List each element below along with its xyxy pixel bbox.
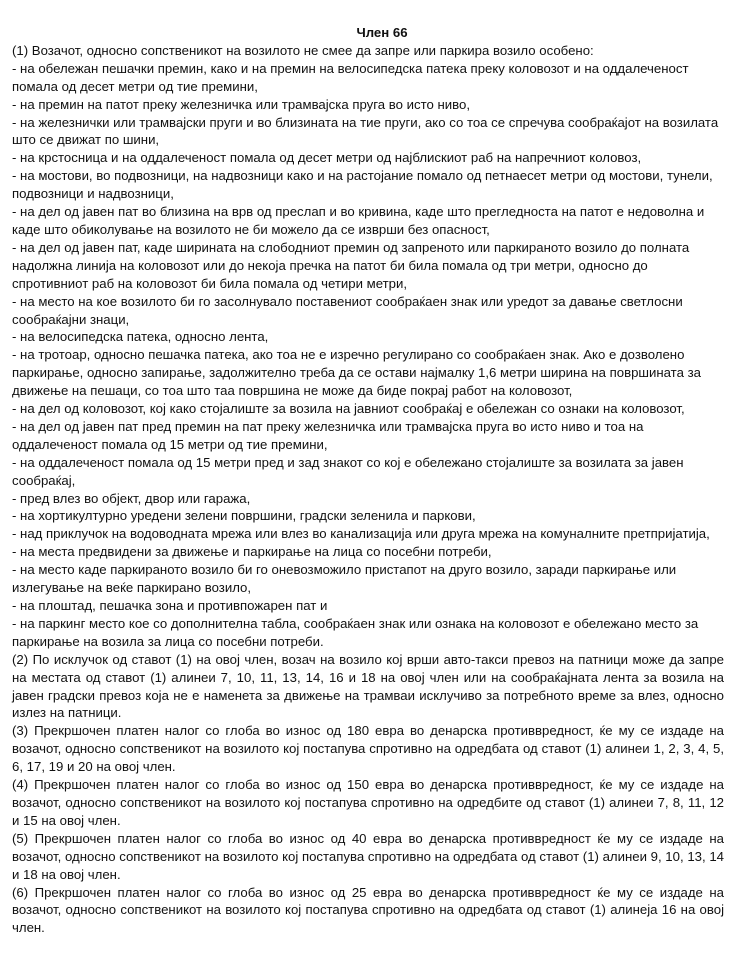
paragraph-4: (4) Прекршочен платен налог со глоба во износ од 150 евра во денарска противвредност, ќе му се издаде на возачот, односно сопственикот на возилото кој постапува спротивно на одредбите од ставот (1) алинеи 7, 8, 11, 12 и 15 на овој член. <box>12 777 724 828</box>
paragraph-1-intro: (1) Возачот, односно сопственикот на возилото не смее да запре или паркира возило особено: <box>12 42 594 58</box>
list-item: - на паркинг место кое со дополнителна табла, сообраќаен знак или ознака на коловозот е обележано место за паркирање на возила за лица со посебни потреби. <box>12 615 699 649</box>
list-item: - на дел од јавен пат, каде ширината на слободниот премин од запреното или паркираното возило до полната надолжна линија на коловозот или до некоја пречка на патот би била помала од три метри, односно до спротивниот раб на коловозот би била помала од четири метри, <box>12 239 690 291</box>
list-item: - на оддалеченост помала од 15 метри пред и зад знакот со кој е обележано стојалиште за возилата за јавен сообраќај, <box>12 454 684 488</box>
paragraph-2: (2) По исклучок од ставот (1) на овој член, возач на возило кој врши авто-такси превоз на патници може да запре на местата од ставот (1) алинеи 7, 10, 11, 13, 14, 16 и 18 на овој член или на сообраќајната лента за возила на јавен градски превоз која не е наменета за движење на трамваи исклучиво за потребното време за влез, односно излез на патници. <box>12 651 724 721</box>
list-item: - над приклучок на водоводната мрежа или влез во канализација или друга мрежа на комуналните претпријатија, <box>12 526 710 542</box>
paragraph-5: (5) Прекршочен платен налог со глоба во износ од 40 евра во денарска противвредност ќе му се издаде на возачот, односно сопственикот на возилото кој постапува спротивно на одредбата од ставот (1) алинеи 9, 10, 13, 14 и 18 на овој член. <box>12 830 724 882</box>
list-item: - на крстосница и на оддалеченост помала од десет метри од најблискиот раб на напречниот коловоз, <box>12 150 642 166</box>
list-item: - на места предвидени за движење и паркирање на лица со посебни потреби, <box>12 544 492 560</box>
article-title: Член 66 <box>356 25 408 40</box>
list-item: - на дел од јавен пат пред премин на пат преку железничка или трамвајска пруга во исто ниво и тоа на оддалеченост помала од 15 метри од тие премини, <box>12 418 644 452</box>
list-item: - на премин на патот преку железничка или трамвајска пруга во исто ниво, <box>12 96 470 112</box>
list-item: - на хортикултурно уредени зелени површини, градски зеленила и паркови, <box>12 508 476 524</box>
paragraph-6: (6) Прекршочен платен налог со глоба во износ од 25 евра во денарска противвредност ќе му се издаде на возачот, односно сопственикот на возилото кој постапува спротивно на одредбата од ставот (1) алинеја 16 на овој член. <box>12 884 724 936</box>
list-item: - на дел од коловозот, кој како стојалиште за возила на јавниот сообраќај е обележан со ознаки на коловозот, <box>12 401 685 417</box>
list-item: - на обележан пешачки премин, како и на премин на велосипедска патека преку коловозот и на оддалеченост помала од десет метри од тие премини, <box>12 60 689 94</box>
list-item: - на тротоар, односно пешачка патека, ако тоа не е изречно регулирано со сообраќаен знак. Ако е дозволено паркирање, односно запирање, задолжително треба да се остави најмалку 1,6 метри ширина на површината за движење на пешаци, со тоа што таа површина не може да биде покрај работ на коловозот, <box>12 347 701 399</box>
list-item: - на место на кое возилото би го засолнувало поставениот сообраќаен знак или уредот за давање светлосни сообраќајни знаци, <box>12 293 683 327</box>
prohibited-locations-list <box>12 60 724 651</box>
document-page <box>12 24 724 937</box>
paragraph-3: (3) Прекршочен платен налог со глоба во износ од 180 евра во денарска противвредност, ќе му се издаде на возачот, односно сопственикот на возилото кој постапува спротивно на одредбата од ставот (1) алинеи 1, 2, 3, 4, 5, 6, 17, 19 и 20 на овој член. <box>12 723 724 775</box>
list-item: - на велосипедска патека, односно лента, <box>12 329 269 345</box>
list-item: - на место каде паркираното возило би го оневозможило пристапот на друго возило, заради паркирање или излегување на веќе паркирано возило, <box>12 562 677 596</box>
list-item: - на железнички или трамвајски пруги и во близината на тие пруги, ако со тоа се спречува сообраќајот на возилата што се движат по шини, <box>12 114 719 148</box>
list-item: - пред влез во објект, двор или гаража, <box>12 490 251 506</box>
list-item: - на дел од јавен пат во близина на врв од преслап и во кривина, каде што прегледноста на патот е недоволна и каде што обиколување на возилото не би можело да се изврши без опасност, <box>12 204 705 237</box>
list-item: - на мостови, во подвозници, на надвозници како и на растојание помало од петнаесет метри од мостови, тунели, подвозници и надвозници, <box>12 168 713 202</box>
list-item: - на плоштад, пешачка зона и противпожарен пат и <box>12 598 328 613</box>
